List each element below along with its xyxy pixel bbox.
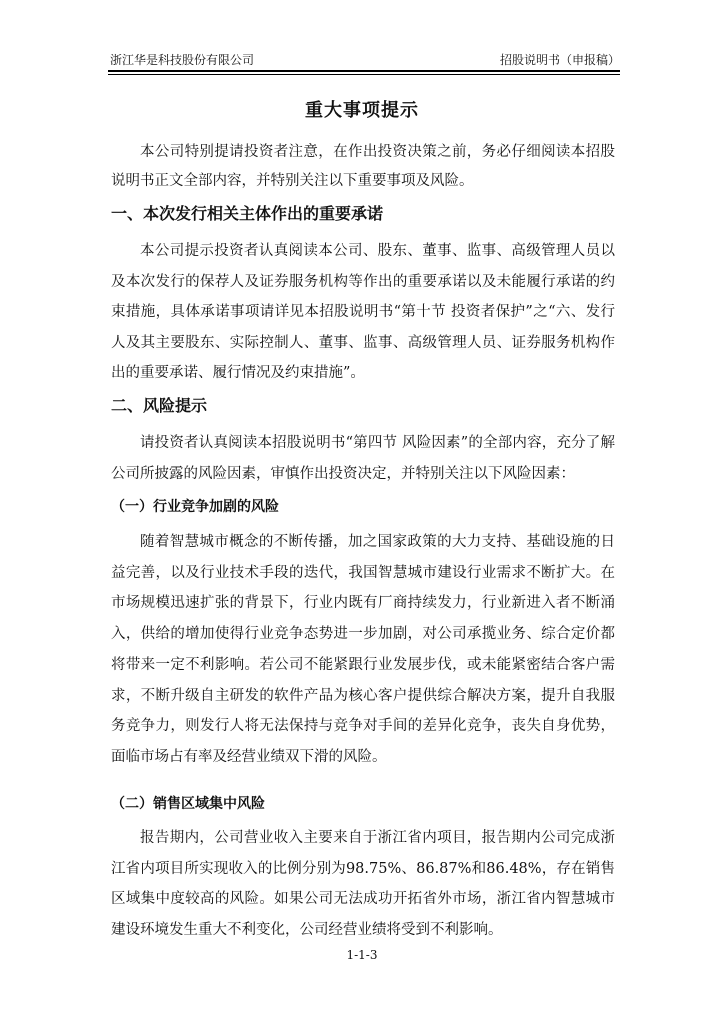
header-rule-thin	[108, 74, 620, 75]
subsection1-heading-block	[111, 498, 615, 516]
section2-heading: 二、风险提示	[111, 396, 208, 415]
subsection1-heading: （一）行业竞争加剧的风险	[111, 499, 279, 515]
intro-paragraph: 本公司特别提请投资者注意，在作出投资决策之前，务必仔细阅读本招股说明书正文全部内容，并特别关注以下重要事项及风险。	[111, 144, 615, 189]
subsection2-body-block	[111, 823, 615, 945]
section2-body-block	[111, 428, 615, 490]
page-header	[108, 50, 620, 70]
section2-heading-block	[111, 396, 615, 416]
subsection2-paragraph: 报告期内，公司营业收入主要来自于浙江省内项目，报告期内公司完成浙江省内项目所实现收入的比例分别为98.75%、86.87%和86.48%，存在销售区域集中度较高的风险。如果公司无法成功开拓省外市场，浙江省内智慧城市建设环境发生重大不利变化，公司经营业绩将受到不利影响。	[111, 830, 615, 938]
intro-block	[111, 138, 615, 196]
header-rule-thick	[108, 70, 620, 72]
page-title: 重大事项提示	[305, 100, 419, 121]
page-number: 1-1-3	[346, 948, 378, 962]
section1-body-block	[111, 236, 615, 389]
subsection2-heading: （二）销售区域集中风险	[111, 796, 265, 812]
section1-heading: 一、本次发行相关主体作出的重要承诺	[111, 204, 384, 223]
subsection2-heading-block	[111, 795, 615, 813]
section1-heading-block	[111, 204, 615, 224]
header-company: 浙江华是科技股份有限公司	[110, 53, 255, 67]
section1-paragraph: 本公司提示投资者认真阅读本公司、股东、董事、监事、高级管理人员以及本次发行的保荐人及证券服务机构等作出的重要承诺以及未能履行承诺的约束措施，具体承诺事项请详见本招股说明书“第十节 投资者保护”之“六、发行人及其主要股东、实际控制人、董事、监事、高级管理人员、证券服务机构作出的重要承诺、履行情况及约束措施”。	[111, 243, 615, 381]
subsection1-paragraph: 随着智慧城市概念的不断传播，加之国家政策的大力支持、基础设施的日益完善，以及行业技术手段的迭代，我国智慧城市建设行业需求不断扩大。在市场规模迅速扩张的背景下，行业内既有厂商持续发力，行业新进入者不断涌入，供给的增加使得行业竞争态势进一步加剧，对公司承揽业务、综合定价都将带来一定不利影响。若公司不能紧跟行业发展步伐，或未能紧密结合客户需求，不断升级自主研发的软件产品为核心客户提供综合解决方案，提升自我服务竞争力，则发行人将无法保持与竞争对手间的差异化竞争，丧失自身优势，面临市场占有率及经营业绩双下滑的风险。	[111, 534, 615, 765]
section2-paragraph: 请投资者认真阅读本招股说明书“第四节 风险因素”的全部内容，充分了解公司所披露的风险因素，审慎作出投资决定，并特别关注以下风险因素：	[111, 435, 615, 482]
header-doc-type: 招股说明书（申报稿）	[499, 53, 620, 67]
subsection1-body-block	[111, 527, 615, 773]
